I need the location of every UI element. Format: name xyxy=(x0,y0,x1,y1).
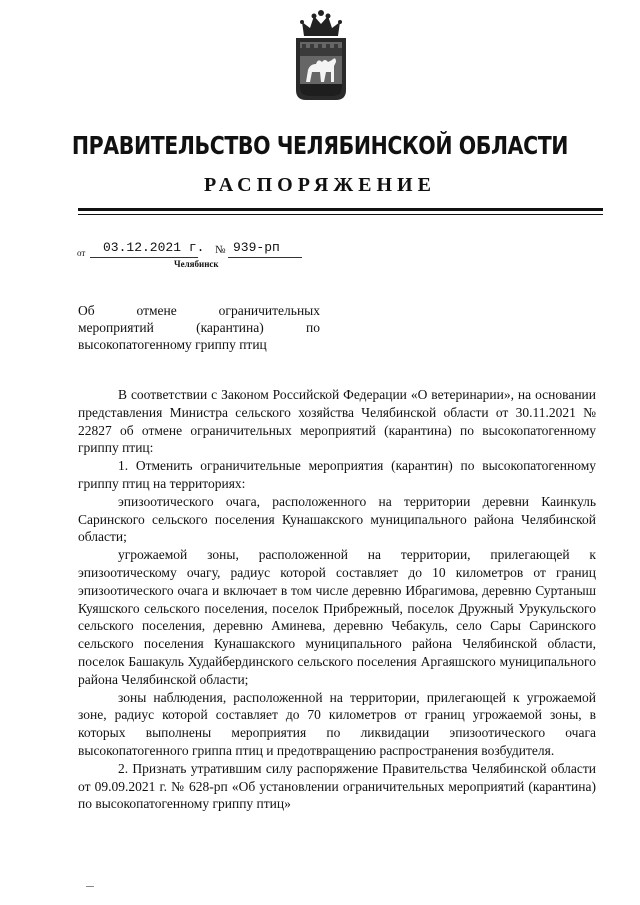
body-paragraph: угрожаемой зоны, расположенной на территории, прилегающей к эпизоотическому очагу, радиус которой составляет до 10 километров от границ эпизоотического очага и включает в том числе деревню Ибрагимова, деревню Суртаныш Куяшского сельского поселения, поселок Прибрежный, поселок Дружный Урукульского сельского поселения, деревню Аминева, деревню Чебакуль, село Сары Саринского сельского поселения Кунашакского муниципального района Челябинской области, поселок Башакуль Худайбердинского сельского поселения Аргаяшского муниципального района Челябинской области; xyxy=(78,547,596,687)
subject-line: мероприятий (карантина) по xyxy=(78,320,320,335)
subject-line: высокопатогенному гриппу птиц xyxy=(78,337,267,352)
body-paragraph: 1. Отменить ограничительные мероприятия (карантин) по высокопатогенному гриппу птиц на территориях: xyxy=(78,458,596,491)
document-body xyxy=(78,386,596,813)
document-date: 03.12.2021 г. xyxy=(103,240,205,255)
body-paragraph: эпизоотического очага, расположенного на территории деревни Каинкуль Саринского сельского поселения Кунашакского муниципального района Челябинской области; xyxy=(78,493,596,545)
body-paragraph: зоны наблюдения, расположенной на территории, прилегающей к угрожаемой зоне, радиус которой составляет до 70 километров от границ угрожаемой зоны, в которых выполнены мероприятия по ликвидации эпизоотического очага высокопатогенного гриппа птиц и предотвращению распространения возбудителя. xyxy=(78,689,596,758)
header-rule-thick xyxy=(78,208,603,211)
city-label: Челябинск xyxy=(174,259,219,269)
government-title: ПРАВИТЕЛЬСТВО ЧЕЛЯБИНСКОЙ ОБЛАСТИ xyxy=(71,131,569,160)
coat-of-arms-emblem xyxy=(290,8,352,108)
subject-line: Об отмене ограничительных xyxy=(78,303,320,318)
body-paragraph: 2. Признать утратившим силу распоряжение Правительства Челябинской области от 09.09.2021 г. № 628-рп «Об установлении ограничительных мероприятий (карантина) по высокопатогенному гриппу птиц» xyxy=(78,760,596,812)
document-type-title: РАСПОРЯЖЕНИЕ xyxy=(204,174,436,196)
document-subject xyxy=(78,302,320,353)
document-number: 939-рп xyxy=(233,240,280,255)
number-underline xyxy=(228,257,302,258)
date-prefix-label: от xyxy=(77,248,86,258)
header-rule-thin xyxy=(78,214,603,215)
body-paragraph: В соответствии с Законом Российской Федерации «О ветеринарии», на основании представления Министра сельского хозяйства Челябинской области от 30.11.2021 № 22827 об отмене ограничительных мероприятий (карантина) по высокопатогенному гриппу птиц: xyxy=(78,387,596,456)
number-sign-label: № xyxy=(215,244,226,256)
footer-mark xyxy=(86,886,94,887)
date-underline xyxy=(90,257,198,258)
